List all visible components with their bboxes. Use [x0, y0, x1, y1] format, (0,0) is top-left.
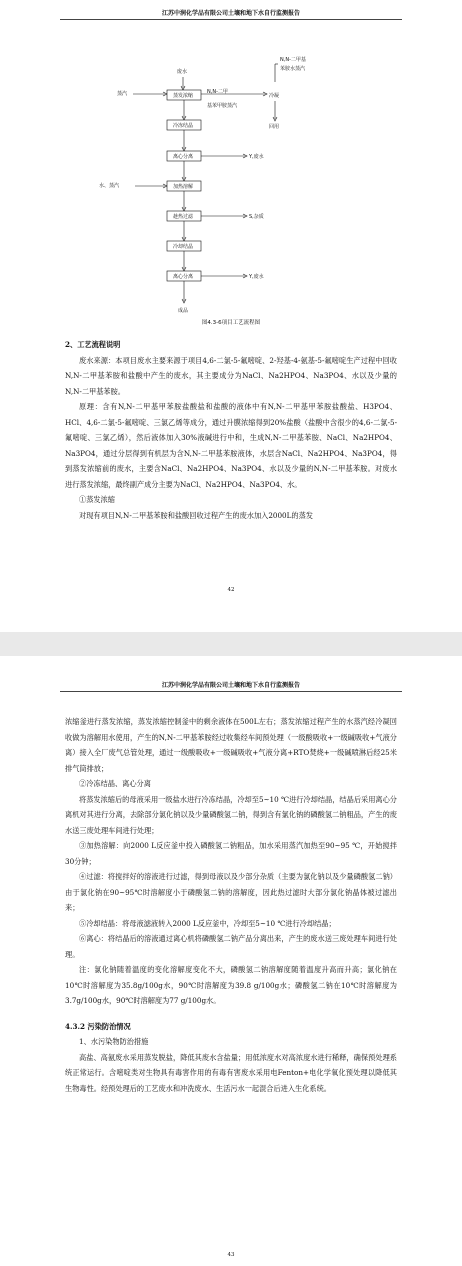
paragraph: ①蒸发浓缩 [79, 495, 115, 504]
box-hot-filter-label: 趁热过滤 [173, 214, 194, 220]
recycle-label: 回用 [269, 124, 280, 130]
page-header: 江苏中润化学品有限公司土壤和地下水自行监测报告 [60, 680, 402, 692]
paragraph: 废水来源：本项目废水主要来源于项目4,6-二氯-5-氟嘧啶、2-羟基-4-氨基-5-氟嘧啶生产过程中回收N,N-二甲基苯胺和盐酸中产生的废水，其主要成分为NaCl、Na2HPO4、Na3PO4、水以及少量的N,N-二甲基苯胺。 [65, 355, 397, 396]
page-42-body [65, 333, 397, 523]
input-wastewater-label: 废水 [177, 69, 188, 75]
solvent-label-2: 基苯甲胺蒸汽 [207, 103, 238, 109]
paragraph: ⑥离心：将结晶后的溶液通过离心机将磷酸氢二钠产品分离出来，产生的废水送三废处理车间进行处理。 [65, 934, 397, 959]
page-number: 43 [227, 1252, 235, 1258]
subsection-item: 1、水污染物防治措施 [79, 1037, 149, 1046]
page-number: 42 [227, 587, 235, 593]
box-centrifuge-1-label: 离心分离 [173, 154, 194, 160]
input-steam-label: 蒸汽 [117, 91, 128, 97]
box-evaporation-label: 蒸发浓缩 [173, 93, 194, 99]
paragraph: 高盐、高氨废水采用蒸发脱盐，降低其废水含盐量；用低浓度水对高浓度水进行稀释，确保预处理系统正常运行。含嘧啶类对生物具有毒害作用的有毒有害废水采用电Fenton+电化学氧化预处理以降低其生物毒性。经预处理后的工艺废水和冲洗废水、生活污水一起混合后进入生化系统。 [65, 1052, 397, 1093]
wastewater-1-label: Y,废水 [249, 154, 264, 160]
paragraph: 将蒸发浓缩后的母液采用一级盐水进行冷冻结晶，冷却至5~10 ℃进行冷却结晶，结晶后采用离心分离机对其进行分离，去除部分氯化钠以及少量磷酸氢二钠，得到含有氯化钠的磷酸氢二钠粗品，产生的废水送三废处理车间进行处理； [65, 794, 397, 835]
page-43-body [65, 714, 397, 1096]
wastewater-2-label: Y,废水 [249, 274, 264, 280]
impurity-label: S,杂质 [249, 214, 264, 220]
paragraph: 原理：含有N,N-二甲基甲苯胺盐酸盐和盐酸的液体中有N,N-二甲基甲苯胺盐酸盐、H3PO4、HCl、4,6-二氯-5-氟嘧啶、三氯乙烯等成分，通过升膜浓缩得到20%盐酸（盐酸中含很少的4,6-二氯-5-氟嘧啶、三氯乙烯），然后液体加入30%液碱进行中和，生成N,N-二甲基苯胺、NaCl、Na2HPO4、Na3PO4，通过分层得到有机层为含N,N-二甲基苯胺液体，水层含NaCl、Na2HPO4、Na3PO4，得到蒸发浓缩前的废水，主要含NaCl、Na2HPO4、Na3PO4、水以及少量的N,N-二甲基苯胺。对废水进行蒸发浓缩，最终副产成分主要为NaCl、Na2HPO4、Na3PO4、水。 [65, 402, 397, 489]
page-header: 江苏中润化学品有限公司土壤和地下水自行监测报告 [60, 8, 402, 20]
paragraph: 对现有项目N,N-二甲基苯胺和盐酸回收过程产生的废水加入2000L的蒸发 [79, 510, 313, 520]
figure-caption: 图4.3-6项目工艺流程图 [201, 320, 261, 326]
water-steam-label: 水、蒸汽 [99, 183, 120, 189]
condense-label: 冷凝 [269, 93, 280, 99]
process-flow-diagram [95, 22, 345, 327]
top-right-label-1: N,N-二甲基 [280, 57, 306, 63]
paragraph: ⑤冷却结晶：将母液滤液转入2000 L反应釜中，冷却至5~10 ℃进行冷却结晶； [79, 918, 336, 928]
paragraph: ④过滤：将搅拌好的溶液进行过滤，得到母液以及少部分杂质（主要为氯化钠以及少量磷酸氢二钠）由于氯化钠在90~95℃时溶解度小于磷酸氢二钠的溶解度，因此热过滤时大部分氯化钠晶体被过滤出来； [65, 872, 397, 912]
paragraph: ②冷冻结晶、离心分离 [79, 779, 151, 788]
top-right-label-2: 苯胺水蒸汽 [280, 66, 306, 72]
section-title: 2、工艺流程说明 [65, 340, 121, 349]
box-cool-crystal-label: 冷却结晶 [173, 244, 194, 250]
paragraph: ③加热溶解：向2000 L反应釜中投入磷酸氢二钠粗品，加水采用蒸汽加热至90~95 ℃，开始搅拌30分钟； [65, 841, 397, 866]
paragraph: 浓缩釜进行蒸发浓缩，蒸发浓缩控制釜中的剩余液体在500L左右；蒸发浓缩过程产生的水蒸汽经冷凝回收做为溶解用水使用，产生的N,N-二甲基苯胺经过收集经车间预处理（一级酸吸收+一级碱吸收+气液分离）接入全厂废气总管处理，通过一级酸吸收+一级碱吸收+气液分离+RTO焚烧+一级碱喷淋后经25米排气筒排放； [65, 717, 397, 773]
page-42 [0, 0, 462, 632]
box-freeze-crystal-label: 冷冻结晶 [173, 123, 194, 129]
paragraph: 注：氯化钠随着温度的变化溶解度变化不大，磷酸氢二钠溶解度随着温度升高而升高；氯化钠在10℃时溶解度为35.8g/100g水，90℃时溶解度为39.8 g/100g水；磷酸氢二钠在10℃时溶解度为3.7g/100g水，90℃时溶解度为77 g/100g水。 [65, 965, 397, 1005]
box-heat-dissolve-label: 加热溶解 [173, 184, 194, 190]
solvent-label-1: N,N-二甲 [207, 89, 228, 95]
product-label: 成品 [178, 308, 189, 314]
subsection-title: 4.3.2 污染防治情况 [65, 1021, 131, 1031]
box-centrifuge-2-label: 离心分离 [173, 274, 194, 280]
